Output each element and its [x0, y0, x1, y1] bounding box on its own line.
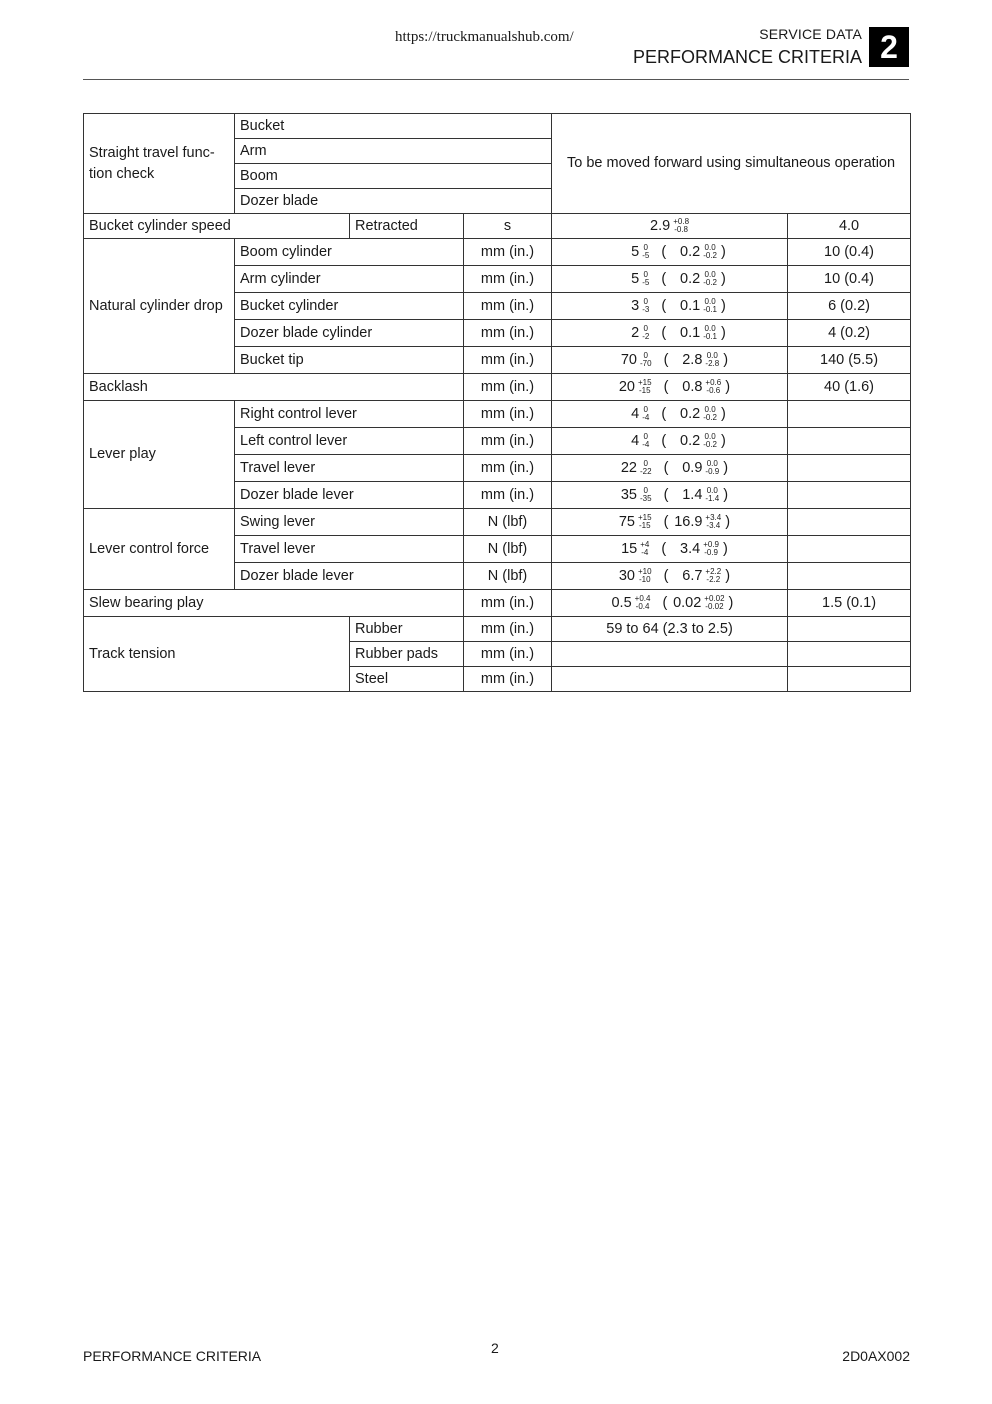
row-label: Lever control force	[84, 509, 235, 590]
tolerance	[635, 595, 651, 611]
limit-cell	[788, 482, 911, 509]
nominal-value: 0.2	[680, 244, 701, 260]
table-row	[84, 374, 911, 401]
tolerance	[640, 352, 652, 368]
tolerance-lower: -4	[642, 440, 650, 449]
tolerance-upper: +0.6	[705, 378, 722, 387]
row-label: Backlash	[84, 374, 464, 401]
tolerance	[642, 298, 649, 314]
nominal-value: 22	[620, 460, 637, 476]
tolerance-lower: -0.2	[703, 251, 717, 260]
table-row	[84, 114, 911, 139]
tolerance-lower: -2.2	[706, 575, 721, 584]
value-cell	[552, 214, 788, 239]
tolerance-lower: -0.2	[703, 440, 717, 449]
tolerance-lower: -0.2	[703, 413, 717, 422]
value-cell: 22 0 -22 ( 0.9 0.0 -0.9 )	[552, 455, 788, 482]
row-label: Straight travel func-tion check	[84, 114, 235, 214]
footer-title: PERFORMANCE CRITERIA	[83, 1348, 262, 1364]
tolerance-upper: 0	[643, 324, 648, 333]
nominal-value: 15	[621, 541, 638, 557]
tolerance-upper: +0.02	[704, 594, 725, 603]
tolerance	[640, 487, 652, 503]
nominal-value: 70	[620, 352, 637, 368]
nominal-value: 3.4	[680, 541, 701, 557]
chapter-badge: 2	[869, 27, 909, 67]
document-code: 2D0AX002	[842, 1348, 910, 1364]
tolerance-upper: 0	[643, 459, 648, 468]
limit-cell	[788, 617, 911, 642]
tolerance-upper: +4	[640, 540, 650, 549]
nominal-value: 0.2	[680, 406, 701, 422]
nominal-value: 30	[618, 568, 635, 584]
unit-cell: mm (in.)	[464, 347, 552, 374]
limit-cell: 4 (0.2)	[788, 320, 911, 347]
item-cell: Right control lever	[235, 401, 464, 428]
tolerance-lower: -0.8	[674, 225, 689, 234]
tolerance	[638, 514, 652, 530]
nominal-value: 4	[631, 433, 640, 449]
tolerance-lower: -4	[642, 413, 650, 422]
item-cell: Steel	[350, 667, 464, 692]
tolerance	[704, 595, 724, 611]
tolerance-upper: 0.0	[704, 324, 716, 333]
tolerance-upper: 0.0	[706, 351, 718, 360]
nominal-value: 0.8	[682, 379, 703, 395]
nominal-value: 2.8	[682, 352, 703, 368]
nominal-value: 35	[620, 487, 637, 503]
tolerance-upper: +0.8	[673, 217, 690, 226]
tolerance	[642, 271, 649, 287]
value-cell: 30 +10 -10 ( 6.7 +2.2 -2.2 )	[552, 563, 788, 590]
tolerance	[640, 460, 652, 476]
row-label: Slew bearing play	[84, 590, 464, 617]
value-cell: 15 +4 -4 ( 3.4 +0.9 -0.9 )	[552, 536, 788, 563]
performance-table	[83, 113, 911, 692]
tolerance-upper: +15	[638, 378, 652, 387]
value-cell: 3 0 -3 ( 0.1 0.0 -0.1 )	[552, 293, 788, 320]
tolerance-upper: +2.2	[705, 567, 722, 576]
value-cell: 59 to 64 (2.3 to 2.5)	[552, 617, 788, 642]
tolerance	[638, 568, 652, 584]
item-cell: Bucket cylinder	[235, 293, 464, 320]
nominal-value: 75	[618, 514, 635, 530]
value-cell: 0.5 +0.4 -0.4 ( 0.02 +0.02 -0.02 )	[552, 590, 788, 617]
tolerance-lower: -1.4	[705, 494, 720, 503]
tolerance-lower: -2	[642, 332, 650, 341]
value-cell: 75 +15 -15 ( 16.9 +3.4 -3.4 )	[552, 509, 788, 536]
item-cell: Dozer blade lever	[235, 482, 464, 509]
tolerance-upper: +0.4	[634, 594, 651, 603]
tolerance-lower: -0.9	[704, 548, 718, 557]
table-row	[84, 617, 911, 642]
nominal-value: 0.9	[682, 460, 703, 476]
limit-cell	[788, 563, 911, 590]
tolerance-upper: 0.0	[706, 459, 718, 468]
row-label: Natural cylinder drop	[84, 239, 235, 374]
limit-cell: 40 (1.6)	[788, 374, 911, 401]
page-title: PERFORMANCE CRITERIA	[632, 47, 862, 67]
nominal-value: 0.2	[680, 433, 701, 449]
tolerance	[703, 271, 717, 287]
row-label: Track tension	[84, 617, 350, 692]
unit-cell: N (lbf)	[464, 536, 552, 563]
unit-cell: s	[464, 214, 552, 239]
item-cell: Arm	[235, 139, 552, 164]
value-cell: 70 0 -70 ( 2.8 0.0 -2.8 )	[552, 347, 788, 374]
unit-cell: mm (in.)	[464, 320, 552, 347]
tolerance-lower: -2.8	[705, 359, 720, 368]
limit-cell: 4.0	[788, 214, 911, 239]
item-cell: Dozer blade cylinder	[235, 320, 464, 347]
tolerance	[642, 433, 649, 449]
tolerance	[703, 541, 719, 557]
tolerance	[642, 325, 649, 341]
limit-cell: 6 (0.2)	[788, 293, 911, 320]
value-cell: 2 0 -2 ( 0.1 0.0 -0.1 )	[552, 320, 788, 347]
tolerance-lower: -22	[640, 467, 652, 476]
tolerance	[705, 379, 721, 395]
note-cell: To be moved forward using simultaneous operation	[552, 114, 911, 214]
tolerance-lower: -0.4	[635, 602, 650, 611]
tolerance-upper: 0	[643, 486, 648, 495]
unit-cell: mm (in.)	[464, 401, 552, 428]
tolerance	[642, 244, 649, 260]
tolerance-upper: +10	[638, 567, 652, 576]
nominal-value: 2	[631, 325, 640, 341]
table-row	[84, 590, 911, 617]
value-cell: 5 0 -5 ( 0.2 0.0 -0.2 )	[552, 239, 788, 266]
tolerance	[705, 487, 719, 503]
tolerance-upper: 0.0	[704, 297, 716, 306]
tolerance-upper: 0	[643, 351, 648, 360]
tolerance-upper: +15	[638, 513, 652, 522]
tolerance-upper: 0	[643, 270, 648, 279]
item-cell: Boom cylinder	[235, 239, 464, 266]
tolerance-lower: -0.6	[706, 386, 721, 395]
tolerance-lower: -0.2	[703, 278, 717, 287]
nominal-value: 0.2	[680, 271, 701, 287]
nominal-value: 3	[631, 298, 640, 314]
tolerance	[673, 218, 689, 234]
nominal-value: 4	[631, 406, 640, 422]
table-row	[84, 401, 911, 428]
tolerance-upper: 0.0	[704, 432, 716, 441]
item-cell: Rubber	[350, 617, 464, 642]
tolerance-upper: 0	[643, 297, 648, 306]
item-cell: Boom	[235, 164, 552, 189]
unit-cell: mm (in.)	[464, 455, 552, 482]
tolerance	[640, 541, 649, 557]
limit-cell: 10 (0.4)	[788, 266, 911, 293]
page-number: 2	[491, 1340, 499, 1356]
value-cell: 4 0 -4 ( 0.2 0.0 -0.2 )	[552, 428, 788, 455]
tolerance-upper: +0.9	[703, 540, 719, 549]
tolerance-upper: 0	[643, 432, 648, 441]
tolerance-lower: -35	[640, 494, 652, 503]
nominal-value: 0.1	[680, 298, 701, 314]
tolerance	[703, 406, 717, 422]
unit-cell: mm (in.)	[464, 239, 552, 266]
unit-cell: mm (in.)	[464, 428, 552, 455]
item-cell: Travel lever	[235, 536, 464, 563]
unit-cell: mm (in.)	[464, 667, 552, 692]
tolerance	[642, 406, 649, 422]
tolerance-lower: -0.1	[703, 332, 717, 341]
table-row	[84, 509, 911, 536]
nominal-value: 2.9	[650, 218, 671, 234]
table-row	[84, 239, 911, 266]
item-cell: Bucket tip	[235, 347, 464, 374]
tolerance-upper: +3.4	[705, 513, 722, 522]
header-divider	[83, 79, 909, 80]
item-cell: Swing lever	[235, 509, 464, 536]
tolerance	[705, 352, 719, 368]
nominal-value: 1.4	[682, 487, 703, 503]
tolerance-lower: -3.4	[706, 521, 721, 530]
value-cell: 4 0 -4 ( 0.2 0.0 -0.2 )	[552, 401, 788, 428]
item-cell: Bucket	[235, 114, 552, 139]
tolerance-lower: -5	[642, 251, 650, 260]
limit-cell	[788, 401, 911, 428]
limit-cell	[788, 642, 911, 667]
tolerance	[638, 379, 652, 395]
unit-cell: mm (in.)	[464, 266, 552, 293]
item-cell: Dozer blade	[235, 189, 552, 214]
tolerance	[705, 568, 721, 584]
unit-cell: mm (in.)	[464, 617, 552, 642]
nominal-value: 0.1	[680, 325, 701, 341]
item-cell: Travel lever	[235, 455, 464, 482]
value-cell	[552, 667, 788, 692]
row-label: Lever play	[84, 401, 235, 509]
tolerance-lower: -5	[642, 278, 650, 287]
tolerance-upper: 0.0	[704, 270, 716, 279]
source-url[interactable]: https://truckmanualshub.com/	[395, 29, 574, 45]
unit-cell: N (lbf)	[464, 563, 552, 590]
limit-cell: 140 (5.5)	[788, 347, 911, 374]
item-cell: Arm cylinder	[235, 266, 464, 293]
unit-cell: mm (in.)	[464, 642, 552, 667]
condition-cell: Retracted	[350, 214, 464, 239]
value-cell: 5 0 -5 ( 0.2 0.0 -0.2 )	[552, 266, 788, 293]
tolerance-lower: -10	[639, 575, 651, 584]
unit-cell: mm (in.)	[464, 590, 552, 617]
tolerance-upper: 0.0	[704, 243, 716, 252]
tolerance-upper: 0.0	[706, 486, 718, 495]
tolerance-lower: -70	[640, 359, 652, 368]
tolerance-lower: -0.9	[705, 467, 720, 476]
nominal-value: 0.5	[611, 595, 632, 611]
unit-cell: mm (in.)	[464, 374, 552, 401]
limit-cell: 1.5 (0.1)	[788, 590, 911, 617]
table-row	[84, 214, 911, 239]
item-cell: Left control lever	[235, 428, 464, 455]
limit-cell	[788, 428, 911, 455]
nominal-value: 0.02	[673, 595, 702, 611]
nominal-value: 20	[618, 379, 635, 395]
value-cell: 20 +15 -15 ( 0.8 +0.6 -0.6 )	[552, 374, 788, 401]
tolerance-lower: -15	[639, 386, 651, 395]
unit-cell: mm (in.)	[464, 293, 552, 320]
tolerance-lower: -15	[639, 521, 651, 530]
tolerance	[703, 325, 717, 341]
value-cell	[552, 642, 788, 667]
tolerance-lower: -0.02	[705, 602, 724, 611]
limit-cell	[788, 455, 911, 482]
tolerance-upper: 0	[643, 243, 648, 252]
tolerance-upper: 0	[643, 405, 648, 414]
nominal-value: 16.9	[674, 514, 703, 530]
row-label: Bucket cylinder speed	[84, 214, 350, 239]
tolerance	[705, 514, 721, 530]
section-label: SERVICE DATA	[759, 26, 862, 42]
nominal-value: 6.7	[682, 568, 703, 584]
tolerance	[703, 433, 717, 449]
limit-cell: 10 (0.4)	[788, 239, 911, 266]
limit-cell	[788, 509, 911, 536]
tolerance-lower: -0.1	[703, 305, 717, 314]
value-cell: 35 0 -35 ( 1.4 0.0 -1.4 )	[552, 482, 788, 509]
tolerance-upper: 0.0	[704, 405, 716, 414]
unit-cell: N (lbf)	[464, 509, 552, 536]
item-cell: Rubber pads	[350, 642, 464, 667]
limit-cell	[788, 536, 911, 563]
item-cell: Dozer blade lever	[235, 563, 464, 590]
limit-cell	[788, 667, 911, 692]
tolerance	[705, 460, 719, 476]
tolerance-lower: -4	[641, 548, 649, 557]
tolerance	[703, 244, 717, 260]
unit-cell: mm (in.)	[464, 482, 552, 509]
nominal-value: 5	[631, 244, 640, 260]
tolerance	[703, 298, 717, 314]
tolerance-lower: -3	[642, 305, 650, 314]
nominal-value: 5	[631, 271, 640, 287]
